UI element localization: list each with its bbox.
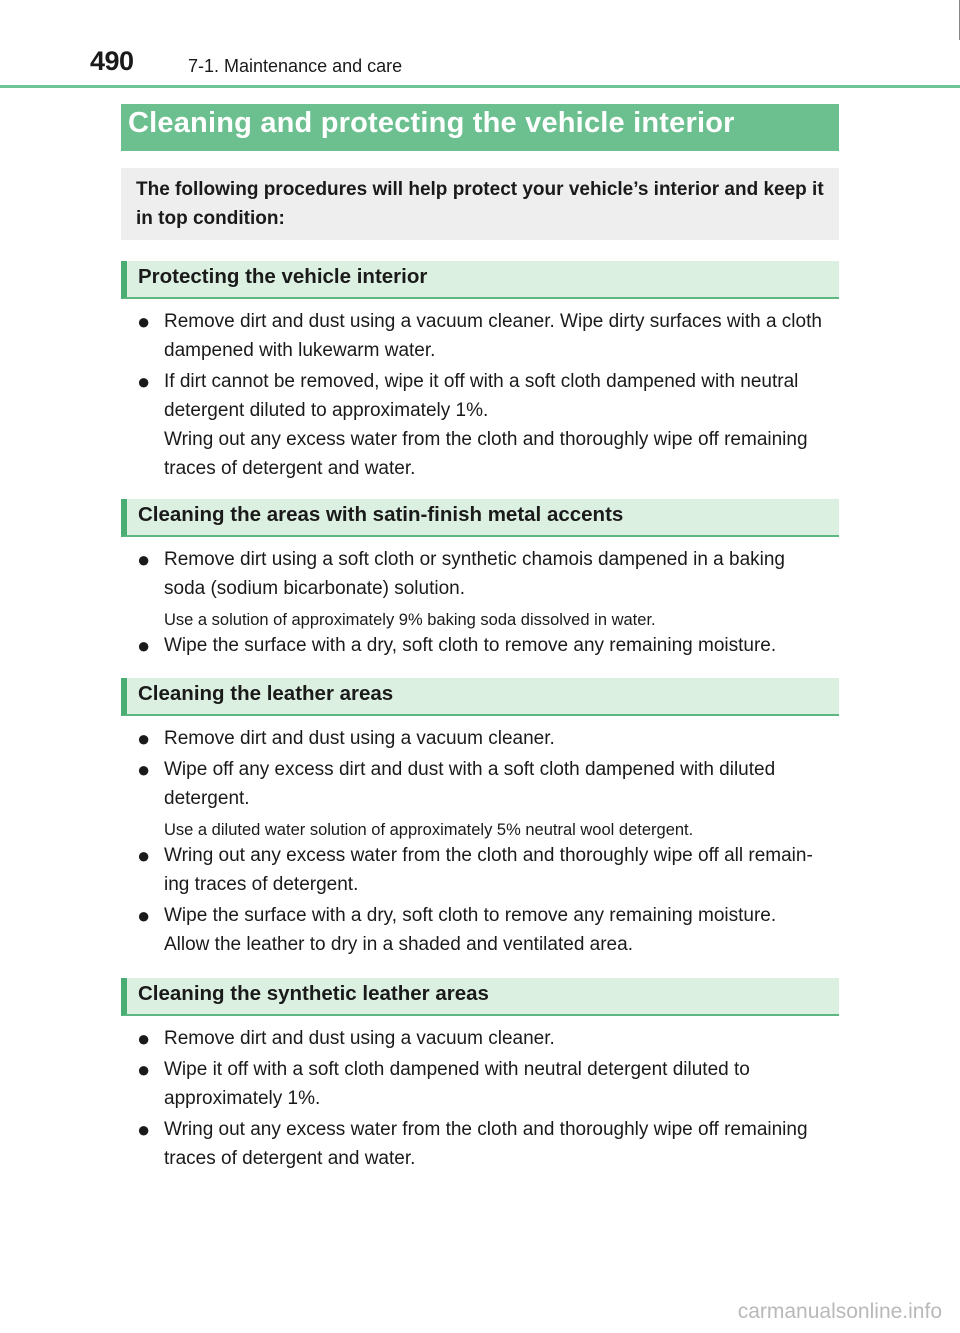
item-line: Wring out any excess water from the cloth and thoroughly wipe off all remain-	[164, 845, 813, 866]
header-divider	[0, 85, 960, 88]
intro-line: in top condition:	[136, 208, 285, 229]
list-item	[137, 545, 833, 603]
page-header	[0, 0, 960, 90]
item-line: Wipe off any excess dirt and dust with a soft cloth dampened with diluted	[164, 759, 776, 780]
section-heading-protecting: Protecting the vehicle interior	[121, 261, 839, 299]
item-note: Use a diluted water solution of approximately 5% neutral wool detergent.	[164, 821, 694, 839]
intro-box	[121, 168, 839, 240]
item-line: dampened with lukewarm water.	[164, 340, 436, 361]
bullet-icon: ●	[137, 633, 151, 658]
list-item	[137, 1115, 833, 1173]
section-list-synthetic-leather	[137, 1024, 833, 1173]
item-line: Wipe the surface with a dry, soft cloth to remove any remaining moisture.	[164, 635, 777, 656]
list-item	[137, 901, 833, 959]
item-line: approximately 1%.	[164, 1088, 321, 1109]
bullet-icon: ●	[137, 309, 151, 334]
item-line: Allow the leather to dry in a shaded and ventilated area.	[164, 934, 633, 955]
item-line: If dirt cannot be removed, wipe it off with a soft cloth dampened with neutral	[164, 371, 799, 392]
item-line: detergent.	[164, 788, 250, 809]
item-line: Remove dirt and dust using a vacuum cleaner.	[164, 728, 555, 749]
bullet-icon: ●	[137, 547, 151, 572]
bullet-icon: ●	[137, 1117, 151, 1142]
item-line: Wring out any excess water from the cloth and thoroughly wipe off remaining	[164, 1119, 808, 1140]
item-line: ing traces of detergent.	[164, 874, 359, 895]
watermark-text: carmanualsonline.info	[737, 1300, 942, 1323]
list-item	[137, 724, 833, 753]
list-item	[137, 841, 833, 899]
item-line: Remove dirt and dust using a vacuum cleaner. Wipe dirty surfaces with a cloth	[164, 311, 822, 332]
bullet-icon: ●	[137, 1026, 151, 1051]
section-list-metal-accents	[137, 545, 833, 660]
item-line: Wipe it off with a soft cloth dampened with neutral detergent diluted to	[164, 1059, 750, 1080]
section-heading-metal-accents: Cleaning the areas with satin-finish metal accents	[121, 499, 839, 537]
list-item	[137, 367, 833, 483]
bullet-icon: ●	[137, 369, 151, 394]
bullet-icon: ●	[137, 757, 151, 782]
item-line: Wring out any excess water from the cloth and thoroughly wipe off remaining	[164, 429, 808, 450]
bullet-icon: ●	[137, 843, 151, 868]
list-item	[137, 631, 833, 660]
section-heading-synthetic-leather: Cleaning the synthetic leather areas	[121, 978, 839, 1016]
item-line: traces of detergent and water.	[164, 458, 416, 479]
bullet-icon: ●	[137, 903, 151, 928]
list-item	[137, 307, 833, 365]
page-title: Cleaning and protecting the vehicle interior	[121, 104, 839, 151]
list-item	[137, 755, 833, 813]
section-heading-leather: Cleaning the leather areas	[121, 678, 839, 716]
item-line: traces of detergent and water.	[164, 1148, 416, 1169]
section-reference: 7-1. Maintenance and care	[188, 56, 403, 76]
item-note: Use a solution of approximately 9% baking soda dissolved in water.	[164, 611, 656, 629]
item-line: soda (sodium bicarbonate) solution.	[164, 578, 466, 599]
intro-line: The following procedures will help protect your vehicle’s interior and keep it	[136, 179, 824, 200]
item-line: detergent diluted to approximately 1%.	[164, 400, 489, 421]
bullet-icon: ●	[137, 726, 151, 751]
bullet-icon: ●	[137, 1057, 151, 1082]
section-list-leather	[137, 724, 833, 959]
page-number: 490	[90, 46, 134, 76]
item-line: Remove dirt using a soft cloth or synthetic chamois dampened in a baking	[164, 549, 785, 570]
item-line: Wipe the surface with a dry, soft cloth to remove any remaining moisture.	[164, 905, 777, 926]
list-item	[137, 1024, 833, 1053]
section-list-protecting	[137, 307, 833, 483]
list-item	[137, 1055, 833, 1113]
item-line: Remove dirt and dust using a vacuum cleaner.	[164, 1028, 555, 1049]
